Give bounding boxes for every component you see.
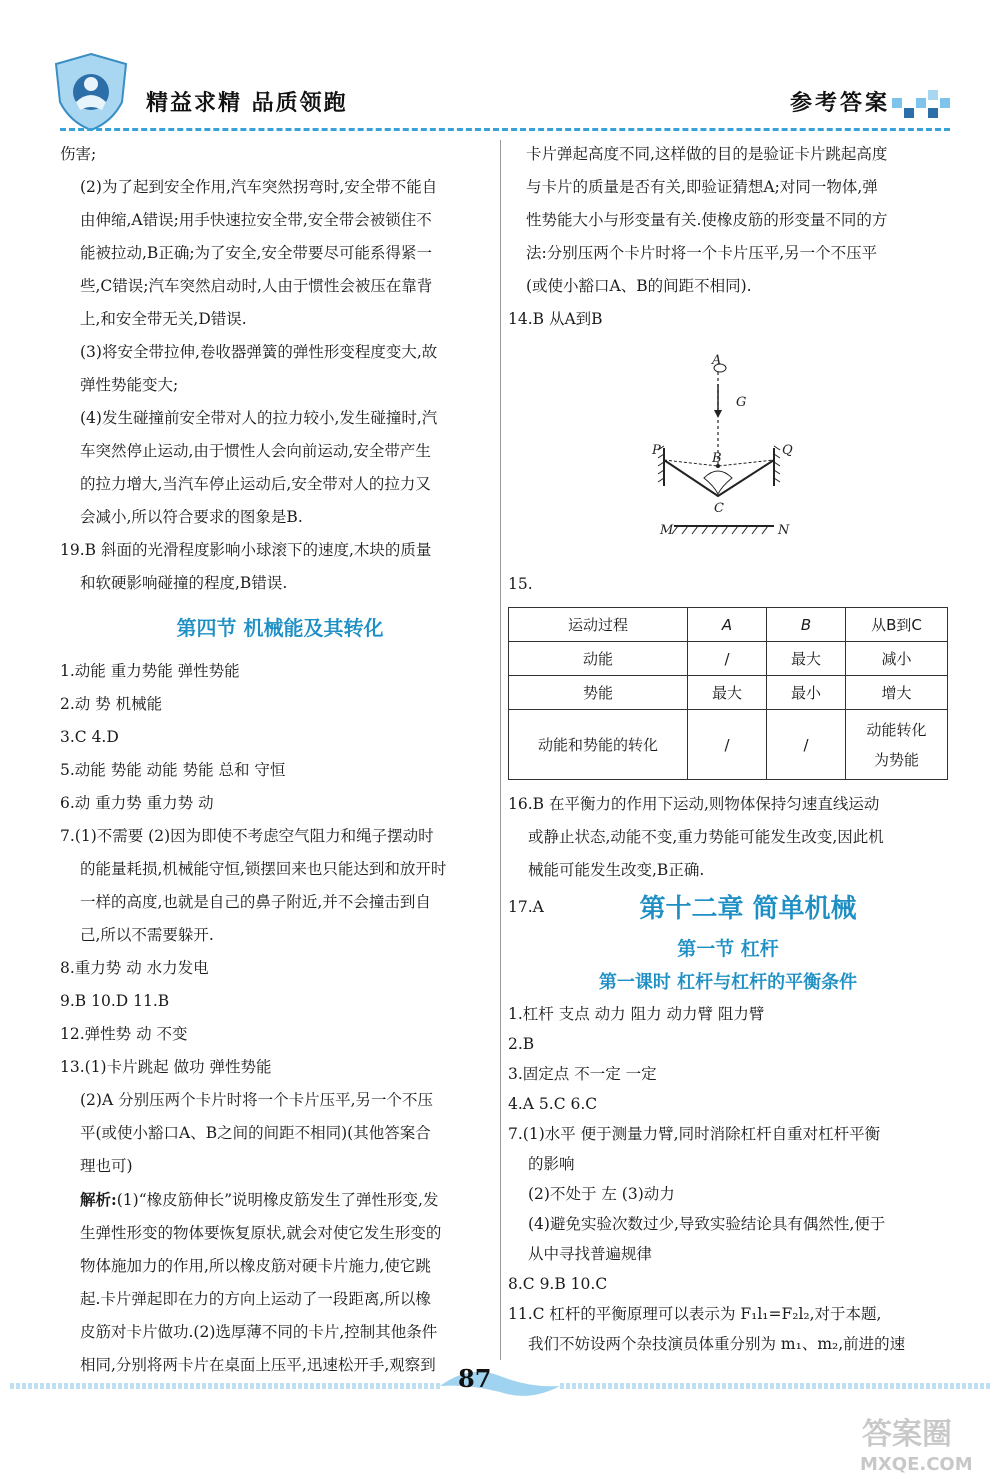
table-row — [509, 676, 948, 710]
answer-17: 17.A — [508, 898, 544, 916]
answer-line: 5.动能 势能 动能 势能 总和 守恒 — [60, 761, 286, 779]
answer-line: 3.C 4.D — [60, 728, 119, 746]
answer-line: 的影响 — [528, 1155, 575, 1173]
table-cell: 增大 — [846, 676, 948, 710]
answer-line: 3.固定点 不一定 一定 — [508, 1065, 657, 1083]
table-cell: 最大 — [688, 676, 767, 710]
figure-pendulum — [508, 336, 948, 568]
analysis-line: 相同,分别将两卡片在桌面上压平,迅速松开手,观察到 — [80, 1356, 436, 1374]
analysis-line: 物体施加力的作用,所以橡皮筋对硬卡片施力,使它跳 — [80, 1257, 431, 1275]
answer-16-cont: 或静止状态,动能不变,重力势能可能发生改变,因此机 — [528, 828, 884, 846]
text-line: 弹性势能变大; — [80, 376, 179, 394]
pendulum-diagram — [508, 336, 948, 568]
answer-line: 一样的高度,也就是自己的鼻子附近,并不会撞击到自 — [80, 893, 431, 911]
text-line: 卡片弹起高度不同,这样做的目的是验证卡片跳起高度 — [526, 145, 888, 163]
watermark-logo — [856, 1410, 994, 1476]
text-line: 车突然停止运动,由于惯性人会向前运动,安全带产生 — [80, 442, 431, 460]
footer-wave-decoration — [0, 1362, 1000, 1402]
answer-line: 8.C 9.B 10.C — [508, 1275, 608, 1293]
text-line: (3)将安全带拉伸,卷收器弹簧的弹性形变程度变大,故 — [80, 343, 438, 361]
text-line: 与卡片的质量是否有关,即验证猜想A;对同一物体,弹 — [526, 178, 878, 196]
label-g: G — [736, 395, 747, 410]
text-line: 法:分别压两个卡片时将一个卡片压平,另一个不压平 — [526, 244, 878, 262]
watermark-text: 答案圈 — [862, 1417, 952, 1452]
analysis-line: 起.卡片弹起即在力的方向上运动了一段距离,所以橡 — [80, 1290, 431, 1308]
text-line: 能被拉动,B正确;为了安全,安全带要尽可能系得紧一 — [80, 244, 432, 262]
table-cell: 最大 — [767, 642, 846, 676]
answer-line: 己,所以不需要躲开. — [80, 926, 214, 944]
analysis-label: 解析: — [80, 1190, 117, 1209]
column-divider — [500, 140, 501, 1360]
text-line: (2)为了起到安全作用,汽车突然拐弯时,安全带不能自 — [80, 178, 438, 196]
header-section-title: 参考答案 — [790, 91, 891, 116]
table-cell: / — [688, 710, 767, 780]
table-header-row — [509, 608, 948, 642]
table-header-cell: B — [767, 608, 846, 642]
table-row — [509, 710, 948, 780]
table-cell: 动能转化 为势能 — [846, 710, 948, 780]
label-a: A — [712, 353, 722, 368]
shield-logo-icon — [52, 52, 130, 132]
answer-line: (2)不处于 左 (3)动力 — [528, 1185, 675, 1203]
answer-line: 7.(1)不需要 (2)因为即使不考虑空气阻力和绳子摆动时 — [60, 827, 434, 845]
motion-table — [508, 607, 948, 780]
answer-line: 6.动 重力势 重力势 动 — [60, 794, 214, 812]
answer-line: 9.B 10.D 11.B — [60, 992, 170, 1010]
answer-line: (4)避免实验次数过少,导致实验结论具有偶然性,便于 — [528, 1215, 886, 1233]
label-q: Q — [782, 443, 793, 458]
answer-15: 15. — [508, 575, 533, 593]
text-line: 由伸缩,A错误;用手快速拉安全带,安全带会被锁住不 — [80, 211, 432, 229]
label-c: C — [714, 501, 724, 516]
table-cell: 势能 — [509, 676, 688, 710]
analysis-text: (1)“橡皮筋伸长”说明橡皮筋发生了弹性形变,发 — [116, 1191, 439, 1209]
text-line: 的拉力增大,当汽车停止运动后,安全带对人的拉力又 — [80, 475, 431, 493]
label-m: M — [660, 523, 674, 538]
answer-line: (2)A 分别压两个卡片时将一个卡片压平,另一个不压 — [80, 1091, 434, 1109]
text-line: (4)发生碰撞前安全带对人的拉力较小,发生碰撞时,汽 — [80, 409, 438, 427]
answer-line: 11.C 杠杆的平衡原理可以表示为 F₁l₁=F₂l₂,对于本题, — [508, 1305, 882, 1323]
table-header-cell: 运动过程 — [509, 608, 688, 642]
answer-line: 12.弹性势 动 不变 — [60, 1025, 188, 1043]
header-slogan: 精益求精 品质领跑 — [146, 91, 348, 116]
page-number: 87 — [458, 1364, 492, 1393]
analysis-line: 皮筋对卡片做功.(2)选厚薄不同的卡片,控制其他条件 — [80, 1323, 438, 1341]
answer-line: 的能量耗损,机械能守恒,锁摆回来也只能达到和放开时 — [80, 860, 447, 878]
text-line: 上,和安全带无关,D错误. — [80, 310, 247, 328]
answer-line: 13.(1)卡片跳起 做功 弹性势能 — [60, 1058, 272, 1076]
answer-19-cont: 和软硬影响碰撞的程度,B错误. — [80, 574, 288, 592]
analysis-line — [60, 1183, 500, 1217]
table-cell: 动能和势能的转化 — [509, 710, 688, 780]
answer-line: 1.动能 重力势能 弹性势能 — [60, 662, 240, 680]
lesson-title: 第一课时 杠杆与杠杆的平衡条件 — [598, 972, 858, 993]
label-p: P — [652, 443, 661, 458]
answer-line: 从中寻找普遍规律 — [528, 1245, 653, 1263]
answer-line: 理也可) — [80, 1157, 133, 1175]
text-line: 些,C错误;汽车突然启动时,人由于惯性会被压在靠背 — [80, 277, 433, 295]
checker-decoration-icon — [892, 88, 952, 122]
answer-line: 8.重力势 动 水力发电 — [60, 959, 209, 977]
table-cell: 动能 — [509, 642, 688, 676]
label-n: N — [778, 523, 790, 538]
answer-line: 1.杠杆 支点 动力 阻力 动力臂 阻力臂 — [508, 1005, 765, 1023]
chapter-block — [508, 887, 948, 931]
table-header-cell: A — [688, 608, 767, 642]
answer-16: 16.B 在平衡力的作用下运动,则物体保持匀速直线运动 — [508, 795, 880, 813]
analysis-line: 生弹性形变的物体要恢复原状,就会对使它发生形变的 — [80, 1224, 442, 1242]
answer-16-cont: 械能可能发生改变,B正确. — [528, 861, 705, 879]
answer-19: 19.B 斜面的光滑程度影响小球滚下的速度,木块的质量 — [60, 541, 432, 559]
table-cell: / — [767, 710, 846, 780]
text-line: 伤害; — [60, 145, 97, 163]
answer-line: 2.动 势 机械能 — [60, 695, 163, 713]
table-header-cell: 从B到C — [846, 608, 948, 642]
table-cell: 减小 — [846, 642, 948, 676]
answer-line: 7.(1)水平 便于测量力臂,同时消除杠杆自重对杠杆平衡 — [508, 1125, 881, 1143]
chapter-title: 第十二章 简单机械 — [639, 894, 857, 924]
text-line: 性势能大小与形变量有关.使橡皮筋的形变量不同的方 — [526, 211, 888, 229]
answer-line: 4.A 5.C 6.C — [508, 1095, 598, 1113]
section-title: 第一节 杠杆 — [677, 938, 779, 960]
table-row — [509, 642, 948, 676]
page-header — [0, 0, 1000, 150]
header-divider — [60, 128, 950, 131]
answer-line: 我们不妨设两个杂技演员体重分别为 m₁、m₂,前进的速 — [528, 1335, 906, 1353]
table-cell: 最小 — [767, 676, 846, 710]
section-title: 第四节 机械能及其转化 — [176, 616, 384, 640]
text-line: 会减小,所以符合要求的图象是B. — [80, 508, 303, 526]
answer-line: 2.B — [508, 1035, 535, 1053]
watermark-url: MXQE.COM — [860, 1454, 973, 1475]
text-line: (或使小豁口A、B的间距不相同). — [526, 277, 752, 295]
label-b: B — [712, 451, 722, 466]
right-column — [508, 138, 948, 1359]
table-cell: / — [688, 642, 767, 676]
answer-14: 14.B 从A到B — [508, 310, 603, 328]
answer-line: 平(或使小豁口A、B之间的间距不相同)(其他答案合 — [80, 1124, 431, 1142]
page-footer — [0, 1362, 1000, 1402]
left-column — [60, 138, 500, 1382]
